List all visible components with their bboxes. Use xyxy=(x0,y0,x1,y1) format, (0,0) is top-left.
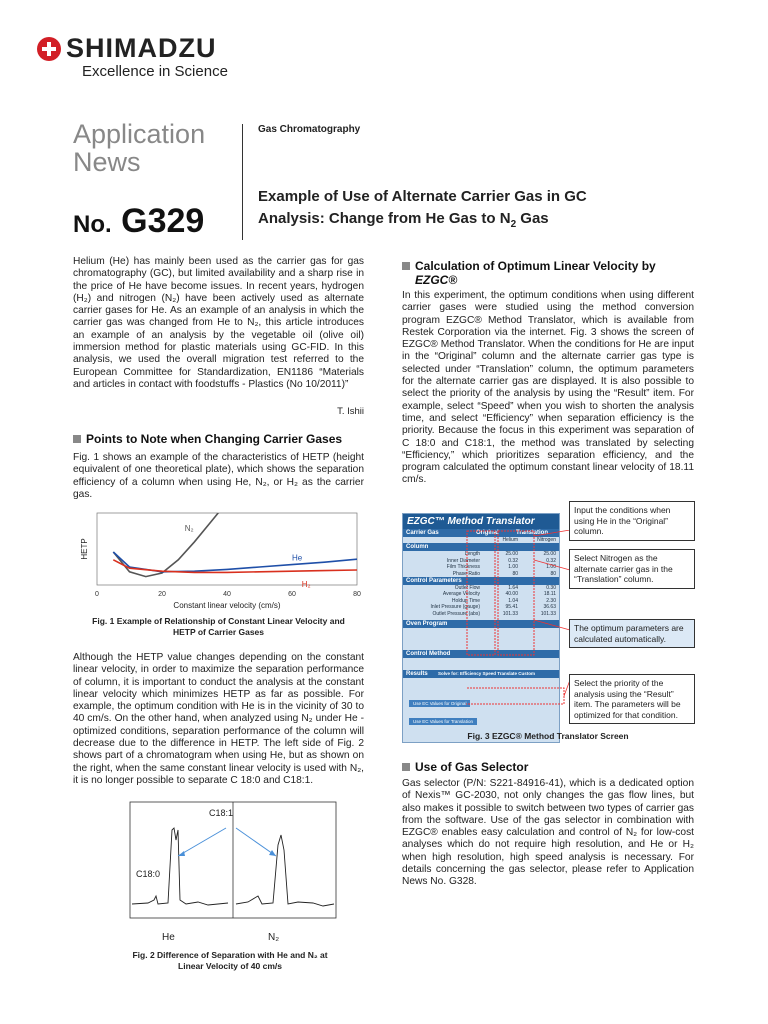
fig3-highlights xyxy=(466,530,572,710)
series-label: He xyxy=(292,553,303,563)
fig3-caption: Fig. 3 EZGC® Method Translator Screen xyxy=(467,731,629,741)
document-number: No. G329 xyxy=(73,202,205,240)
section1-paragraph-2: Although the HETP value changes depending on the constant linear velocity, in order to maximize the separation performance of column, it is important to conduct the analysis at the constant linear velocity which minimizes HETP as far as possible. For example, the optimum condition with He is in the vicinity of 30 to 40 cm/s. On the other hand, when analyzed using N₂ under He - optimized conditions, separation performance of the column will decrease due to the difference in HETP. The left side of Fig. 2 shows part of a chromatogram when using He, but as shown on the right, when the same constant linear velocity is used with N₂, it is no longer possible to separate C 18:0 and C18:1. xyxy=(73,652,364,786)
label-c18-0: C18:0 xyxy=(136,869,161,879)
ezgc-column-bar: Column xyxy=(403,543,559,551)
he-arrow xyxy=(178,828,226,856)
section2-paragraph: In this experiment, the optimum conditions when using different carrier gases were studied using the method conversion program EZGC® Method Translator, which is available from Restek Corporation via the internet. Fig. 3 shows the screen of EZGC® Method Translator. When the conditions for He are input in the “Original” column and the alternate carrier gas type is selected under “Translation” column, the optimum parameters for the alternate carrier gas are displayed. It is also possible to select the priority of the analysis by using the “Result” item. For example, select “Speed” when you wish to shorten the analysis time, and select “Efficiency” when separation efficiency is the priority. Because the focus in this experiment was separation of C 18:0 and C18:1, the method was translated by selecting “Efficiency,” which prioritizes separation efficiency, and the program calculated the optimum constant linear velocity of 18.11 cm/s. xyxy=(402,290,694,486)
n2-arrow-head xyxy=(269,850,276,856)
highlight-original xyxy=(467,531,495,655)
page-title: Example of Use of Alternate Carrier Gas in GC Analysis: Change from He Gas to $N_2$ Gas xyxy=(258,188,587,230)
he-chromatogram xyxy=(132,828,228,905)
ezgc-method-bar: Control Method xyxy=(403,650,559,658)
ezgc-title: EZGC™ Method Translator xyxy=(403,514,559,529)
label-c18-1: C18:1 xyxy=(209,808,234,818)
ezgc-row: Inner Diameter 0.32 0.32 xyxy=(446,557,556,564)
section-heading-carrier: Points to Note when Changing Carrier Gases xyxy=(73,432,373,446)
series-title: Application News xyxy=(73,119,206,177)
series-label: H₂ xyxy=(301,580,311,590)
section-heading-gas-selector: Use of Gas Selector xyxy=(402,760,702,774)
series-line-2 xyxy=(113,560,357,573)
ezgc-row: Holdup Time 1.04 2.30 xyxy=(451,597,556,604)
ezgc-row: Inlet Pressure (gauge) 95.41 36.63 xyxy=(430,604,556,611)
label-he: He xyxy=(162,932,175,943)
ezgc-row: Average Velocity 40.00 18.11 xyxy=(442,591,556,598)
brand-name: SHIMADZU xyxy=(66,33,217,63)
ezgc-oven-bar: Oven Program xyxy=(403,620,559,628)
ezgc-row: Outlet Flow 1.64 0.30 xyxy=(454,584,556,591)
bullet-square-icon xyxy=(73,435,81,443)
callout-result: Select the priority of the analysis using the “Result” item. The parameters will be optimized for that condition. xyxy=(569,674,695,724)
callout-original: Input the conditions when using He in the “Original” column. xyxy=(569,501,695,541)
ezgc-control-bar: Control Parameters xyxy=(403,577,559,585)
x-tick-label: 40 xyxy=(223,591,231,598)
bullet-square-icon xyxy=(402,262,410,270)
ezgc-results-bar: Results Solve for: Efficiency Speed Translate Custom xyxy=(403,670,559,678)
x-tick-label: 60 xyxy=(288,591,296,598)
author: T. Ishii xyxy=(337,406,364,417)
intro-paragraph: Helium (He) has mainly been used as the carrier gas for gas chromatography (GC), but limited availability and a sharp rise in the price of He have become issues. In recent years, hydrogen (H₂) and nitrogen (N₂) have been actively used as alternate carrier gases for He. As an example of an analysis in which the carrier gas was changed from He to N₂, this article introduces an example of an analysis by the vegetable oil (olive oil) immersion method for plastic materials using GC-FID. In this analysis, we used the overall migration test referred to the European Committee for Standardization, EN1186 “Materials and articles in contact with foodstuffs - Plastics (No 10/2011)” xyxy=(73,256,364,390)
section-heading-ezgc: Calculation of Optimum Linear Velocity by EZGC® xyxy=(402,259,702,287)
fig1-caption: Fig. 1 Example of Relationship of Constant Linear Velocity and HETP of Carrier Gases xyxy=(92,616,345,637)
highlight-translation xyxy=(498,531,534,655)
section1-paragraph: Fig. 1 shows an example of the characteristics of HETP (height equivalent of one theoretical plate), which shows the separation efficiency of a column when using He, N₂, or H₂ as the carrier gas. xyxy=(73,452,364,500)
x-tick-label: 80 xyxy=(353,591,361,598)
bullet-square-icon xyxy=(402,763,410,771)
header-divider xyxy=(242,124,243,240)
callout2-pointer xyxy=(534,560,570,570)
callout-optimum: The optimum parameters are calculated automatically. xyxy=(569,619,695,648)
use-ec-translation-button[interactable]: Use EC Values for Translation xyxy=(409,718,477,725)
ezgc-row: Outlet Pressure (abs) 101.33 101.33 xyxy=(432,610,556,617)
use-ec-original-button[interactable]: Use EC Values for Original xyxy=(409,700,470,707)
hetp-chart xyxy=(75,505,365,610)
ezgc-row: Phase Ratio 80 80 xyxy=(452,570,556,577)
category-label: Gas Chromatography xyxy=(258,124,361,135)
fig2-caption: Fig. 2 Difference of Separation with He and N₂ at Linear Velocity of 40 cm/s xyxy=(132,950,328,971)
series-line-1 xyxy=(113,552,357,572)
x-tick-label: 20 xyxy=(158,591,166,598)
section3-paragraph: Gas selector (P/N: S221-84916-41), which is a dedicated option of Nexis™ GC-2030, not only changes the gas flow lines, but also makes it possible to switch between two types of carrier gas from the software. Use of the gas selector in combination with EZGC® enables easy calculation and control of N₂ for low-cost analyses which do not require high resolution, and He or H₂ when high resolution, high speed analysis is necessary. For details concerning the gas selector, please refer to Application News No. G328. xyxy=(402,778,694,888)
shimadzu-logo-mark-icon xyxy=(36,36,62,62)
n2-arrow xyxy=(236,828,276,856)
callout3-pointer xyxy=(534,620,570,630)
y-axis-label: HETP xyxy=(80,538,89,560)
brand-tagline: Excellence in Science xyxy=(82,63,228,80)
label-n2: N₂ xyxy=(268,932,280,943)
ezgc-gas-row: Helium Nitrogen xyxy=(502,537,556,543)
ezgc-row: Length 25.00 25.00 xyxy=(464,551,556,558)
callout1-pointer xyxy=(534,530,570,536)
series-line-0 xyxy=(113,505,227,577)
x-tick-label: 0 xyxy=(95,591,99,598)
n2-chromatogram xyxy=(236,835,334,906)
callout-translation: Select Nitrogen as the alternate carrier gas in the “Translation” column. xyxy=(569,549,695,589)
series-label: N₂ xyxy=(184,524,194,533)
x-axis-label: Constant linear velocity (cm/s) xyxy=(173,601,281,610)
ezgc-carrier-header: Carrier Gas Original Translation xyxy=(403,529,559,537)
highlight-results xyxy=(466,688,564,704)
ezgc-row: Film Thickness 1.00 1.00 xyxy=(446,564,556,571)
